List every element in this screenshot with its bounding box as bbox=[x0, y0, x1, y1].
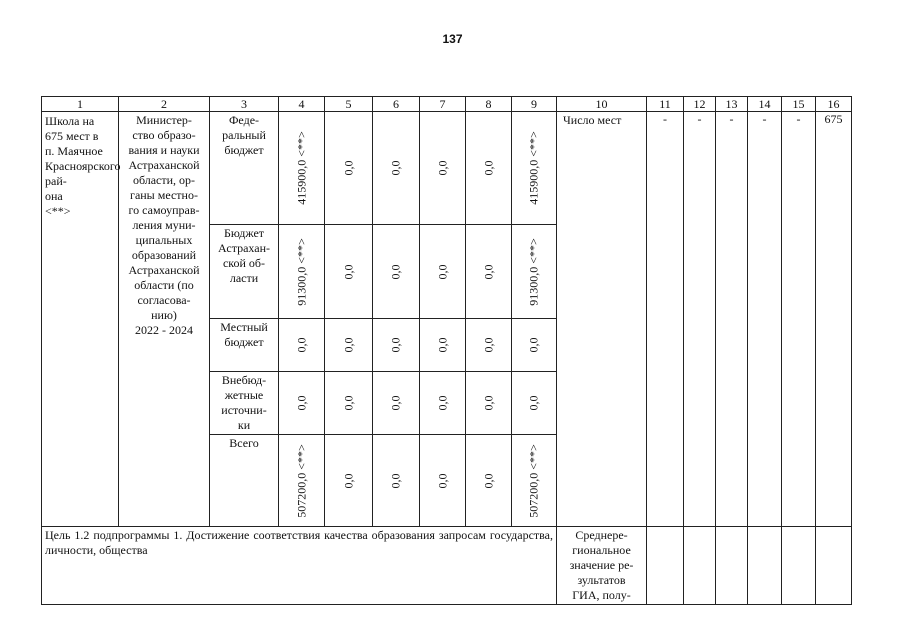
funding-value: 91300,0 <**> bbox=[294, 237, 308, 306]
executor-line: го самоуправ- bbox=[128, 203, 200, 217]
executor-line: вания и науки bbox=[128, 143, 200, 157]
funding-value: 0,0 bbox=[341, 473, 355, 488]
funding-value: 0,0 bbox=[388, 473, 403, 488]
funding-source-label bbox=[210, 112, 279, 225]
goal-indicator-line: ГИА, полу- bbox=[572, 588, 631, 602]
funding-value-cell bbox=[420, 225, 466, 319]
project-name: она bbox=[45, 189, 63, 203]
funding-value-cell bbox=[373, 372, 420, 435]
column-number: 16 bbox=[816, 97, 852, 112]
funding-value-cell bbox=[420, 372, 466, 435]
funding-source-label bbox=[210, 225, 279, 319]
funding-value-cell bbox=[466, 372, 512, 435]
indicator-value: - bbox=[748, 112, 782, 527]
funding-value-cell bbox=[466, 319, 512, 372]
indicator-value: 675 bbox=[816, 112, 852, 527]
empty-cell bbox=[816, 527, 852, 605]
goal-indicator-line: значение ре- bbox=[569, 558, 634, 572]
column-number: 15 bbox=[782, 97, 816, 112]
funding-value-cell bbox=[512, 112, 557, 225]
funding-value-cell bbox=[373, 112, 420, 225]
funding-value-cell bbox=[279, 435, 325, 527]
funding-value: 0,0 bbox=[435, 160, 449, 176]
goal-indicator-line: Среднере- bbox=[575, 528, 628, 542]
funding-value-cell bbox=[512, 319, 557, 372]
executor-line: ганы местно- bbox=[130, 188, 198, 202]
goal-row bbox=[42, 527, 852, 605]
funding-source-line: Местный bbox=[220, 320, 268, 334]
funding-value-cell bbox=[279, 319, 325, 372]
column-number: 3 bbox=[210, 97, 279, 112]
column-number: 13 bbox=[716, 97, 748, 112]
funding-value: 0,0 bbox=[341, 264, 355, 279]
executor-line: Министер- bbox=[136, 113, 192, 127]
funding-value: 0,0 bbox=[388, 395, 403, 411]
funding-value-cell bbox=[325, 372, 373, 435]
empty-cell bbox=[782, 527, 816, 605]
funding-value-cell bbox=[373, 225, 420, 319]
funding-value-cell bbox=[325, 112, 373, 225]
funding-value: 0,0 bbox=[435, 473, 449, 488]
column-number: 1 bbox=[42, 97, 119, 112]
funding-value-cell bbox=[279, 372, 325, 435]
indicator-value: - bbox=[684, 112, 716, 527]
funding-source-line: бюджет bbox=[224, 143, 264, 157]
funding-value: 0,0 bbox=[526, 395, 541, 411]
column-number: 11 bbox=[647, 97, 684, 112]
program-table bbox=[41, 96, 852, 605]
funding-value-cell bbox=[325, 435, 373, 527]
funding-source-line: источни- bbox=[221, 403, 267, 417]
executor-line: согласова- bbox=[137, 293, 191, 307]
executor-line: образований bbox=[131, 248, 197, 262]
goal-text: Цель 1.2 подпрограммы 1. Достижение соответствия качества образования запросам государства, личности, общества bbox=[42, 527, 557, 605]
funding-value: 0,0 bbox=[481, 395, 495, 411]
goal-indicator bbox=[557, 527, 647, 605]
indicator-value: - bbox=[716, 112, 748, 527]
funding-value: 0,0 bbox=[388, 160, 403, 176]
header-row bbox=[42, 97, 852, 112]
executor-line: ления муни- bbox=[132, 218, 196, 232]
column-number: 7 bbox=[420, 97, 466, 112]
funding-value: 415900,0 <**> bbox=[294, 131, 308, 205]
executor-line: Астраханской bbox=[128, 158, 200, 172]
funding-value: 91300,0 <**> bbox=[526, 237, 541, 306]
project-name-cell bbox=[42, 112, 119, 527]
column-number: 10 bbox=[557, 97, 647, 112]
funding-value: 0,0 bbox=[341, 337, 355, 353]
funding-value-cell bbox=[466, 435, 512, 527]
goal-indicator-line: зультатов bbox=[577, 573, 626, 587]
funding-value: 0,0 bbox=[481, 160, 495, 176]
funding-value-cell bbox=[325, 225, 373, 319]
funding-value: 0,0 bbox=[341, 395, 355, 411]
executor-line: ципальных bbox=[135, 233, 193, 247]
funding-value-cell bbox=[512, 435, 557, 527]
funding-value: 0,0 bbox=[435, 264, 449, 279]
column-number: 4 bbox=[279, 97, 325, 112]
funding-value-cell bbox=[512, 225, 557, 319]
funding-value: 507200,0 <**> bbox=[526, 443, 541, 518]
funding-value-cell bbox=[466, 112, 512, 225]
funding-value-cell bbox=[373, 435, 420, 527]
funding-source-line: ласти bbox=[229, 271, 259, 285]
funding-value-cell bbox=[279, 225, 325, 319]
funding-source-line: Бюджет bbox=[223, 226, 265, 240]
indicator-name: Число мест bbox=[557, 112, 647, 527]
funding-source-line: Всего bbox=[229, 436, 259, 450]
funding-value: 0,0 bbox=[388, 264, 403, 279]
funding-value-cell bbox=[420, 435, 466, 527]
goal-indicator-line: гиональное bbox=[572, 543, 631, 557]
indicator-value: - bbox=[782, 112, 816, 527]
funding-value-cell bbox=[420, 112, 466, 225]
funding-value: 415900,0 <**> bbox=[526, 131, 541, 205]
funding-source-line: ки bbox=[237, 418, 251, 432]
funding-value-cell bbox=[279, 112, 325, 225]
funding-value: 0,0 bbox=[481, 264, 495, 279]
indicator-value: - bbox=[647, 112, 684, 527]
funding-value-cell bbox=[466, 225, 512, 319]
funding-source-line: Астрахан- bbox=[218, 241, 270, 255]
funding-value-cell bbox=[325, 319, 373, 372]
column-number: 5 bbox=[325, 97, 373, 112]
funding-source-line: бюджет bbox=[224, 335, 264, 349]
column-number: 6 bbox=[373, 97, 420, 112]
column-number: 8 bbox=[466, 97, 512, 112]
executor-cell bbox=[119, 112, 210, 527]
column-number: 2 bbox=[119, 97, 210, 112]
project-name: Красноярского рай- bbox=[45, 159, 121, 188]
funding-value-cell bbox=[420, 319, 466, 372]
funding-value: 0,0 bbox=[481, 473, 495, 488]
column-number: 9 bbox=[512, 97, 557, 112]
funding-value-cell bbox=[512, 372, 557, 435]
executor-line: нию) bbox=[151, 308, 177, 322]
funding-value: 0,0 bbox=[294, 337, 308, 353]
funding-value-cell bbox=[373, 319, 420, 372]
funding-source-line: ральный bbox=[222, 128, 266, 142]
source-row bbox=[42, 112, 852, 225]
funding-value: 0,0 bbox=[481, 337, 495, 353]
project-name: <**> bbox=[45, 204, 71, 218]
funding-source-line: ской об- bbox=[222, 256, 266, 270]
empty-cell bbox=[748, 527, 782, 605]
page-number: 137 bbox=[442, 32, 463, 46]
empty-cell bbox=[716, 527, 748, 605]
funding-value: 0,0 bbox=[526, 337, 541, 353]
column-number: 14 bbox=[748, 97, 782, 112]
executor-line: ство образо- bbox=[132, 128, 196, 142]
empty-cell bbox=[684, 527, 716, 605]
executor-line: области (по bbox=[134, 278, 194, 292]
funding-source-line: Феде- bbox=[228, 113, 260, 127]
executor-line: Астраханской bbox=[128, 263, 200, 277]
project-name: Школа на bbox=[45, 114, 95, 128]
funding-value: 0,0 bbox=[294, 395, 308, 411]
funding-source-line: жетные bbox=[224, 388, 264, 402]
funding-source-line: Внебюд- bbox=[221, 373, 267, 387]
funding-value: 0,0 bbox=[435, 337, 449, 353]
funding-source-label bbox=[210, 319, 279, 372]
funding-value: 0,0 bbox=[388, 337, 403, 353]
funding-value: 0,0 bbox=[341, 160, 355, 176]
project-name: п. Маячное bbox=[45, 144, 103, 158]
funding-source-label bbox=[210, 372, 279, 435]
funding-value: 0,0 bbox=[435, 395, 449, 411]
implementation-period: 2022 - 2024 bbox=[135, 323, 193, 337]
executor-line: области, ор- bbox=[132, 173, 196, 187]
project-name: 675 мест в bbox=[45, 129, 99, 143]
column-number: 12 bbox=[684, 97, 716, 112]
funding-source-label bbox=[210, 435, 279, 527]
funding-value: 507200,0 <**> bbox=[294, 443, 308, 518]
empty-cell bbox=[647, 527, 684, 605]
